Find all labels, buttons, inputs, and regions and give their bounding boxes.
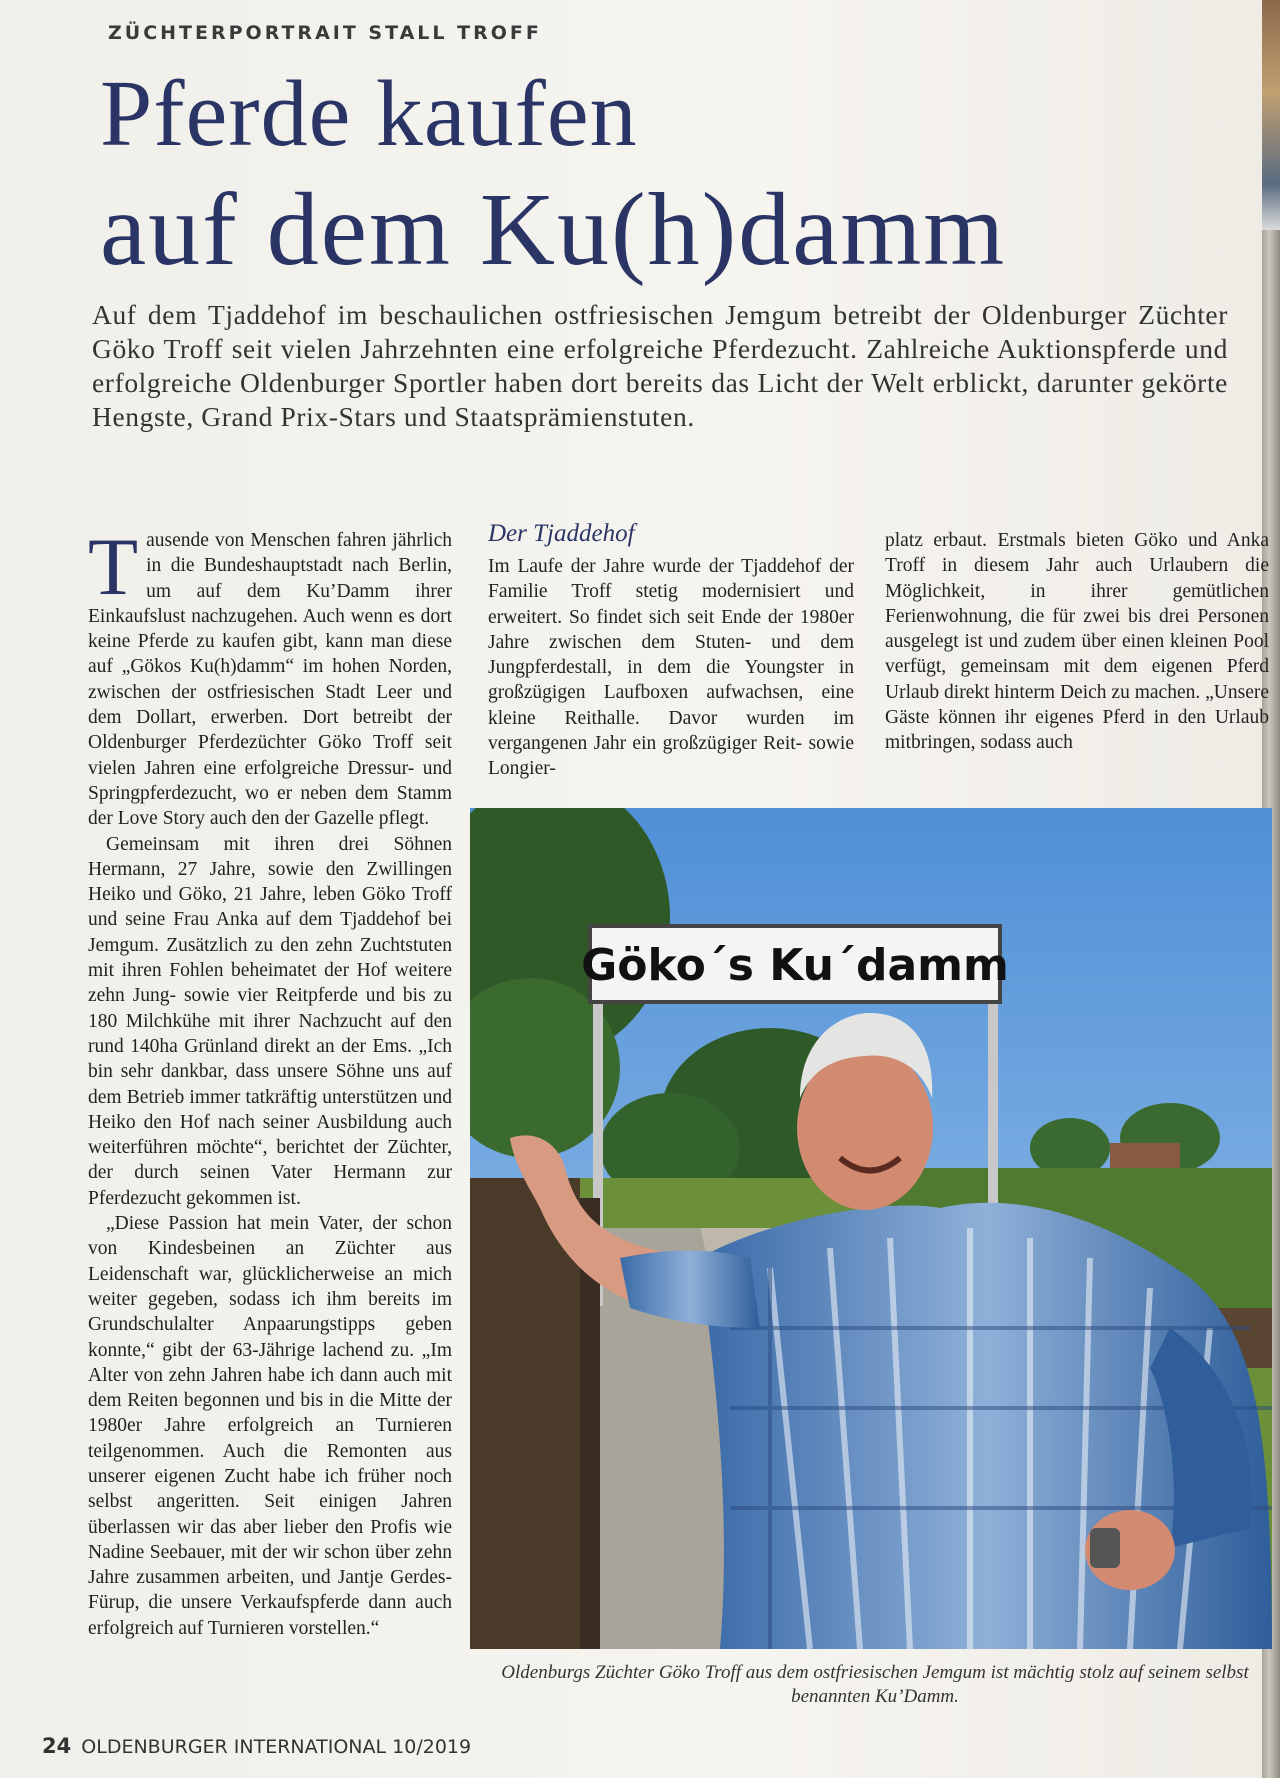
headline-line-1: Pferde kaufen xyxy=(100,62,638,166)
subheading-tjaddehof: Der Tjaddehof xyxy=(488,520,635,547)
column3-text: platz erbaut. Erstmals bieten Göko und Anka Troff in diesem Jahr auch Urlaubern die Möglichkeit, in ihrer gemütlichen Ferienwohnung, die für zwei bis drei Personen ausgelegt ist und zudem über einen kleinen Pool verfügt, gemeinsam mit dem eigenen Pferd Urlaub direkt hinterm Deich zu machen. „Unsere Gäste können ihr eigenes Pferd in den Urlaub mitbringen, sodass auch xyxy=(885,530,1269,754)
column1-paragraph-2: Gemeinsam mit ihren drei Söhnen Hermann, 27 Jahre, sowie den Zwillingen Heiko und Göko, 21 Jahre, leben Göko Troff und seine Frau Anka auf dem Tjaddehof bei Jemgum. Zusätzlich zu den zehn Zuchtstuten mit ihren Fohlen beheimatet der Hof weitere zehn Jung- sowie vier Reitpferde und bis zu 180 Milchkühe mit ihrer Nachzucht auf den rund 140ha Grünland direkt an der Ems. „Ich bin sehr dankbar, dass unsere Söhne uns auf dem Betrieb immer tatkräftig unterstützen und Heiko den Hof nach seiner Ausbildung auch weiterführen möchte“, berichtet der Züchter, der durch seinen Vater Hermann zur Pferdezucht gekommen ist. xyxy=(88,833,452,1209)
photo-caption: Oldenburgs Züchter Göko Troff aus dem ostfriesischen Jemgum ist mächtig stolz auf seinem selbst benannten Ku’Damm. xyxy=(501,1662,1249,1707)
article-column-1 xyxy=(88,521,452,1641)
photo-illustration xyxy=(470,808,1272,1649)
headline-line-2: auf dem Ku(h)damm xyxy=(100,172,1007,287)
article-photo xyxy=(470,808,1272,1649)
article-column-2 xyxy=(488,554,854,782)
next-page-image-strip xyxy=(1262,0,1280,230)
issue-date: 10/2019 xyxy=(392,1736,472,1758)
column2-text: Im Laufe der Jahre wurde der Tjaddehof der Familie Troff stetig modernisiert und erweitert. So findet sich seit Ende der 1980er Jahre zwischen dem Stuten- und dem Jungpferdestall, in dem die Youngster in großzügigen Laufboxen aufwachsen, eine kleine Reithalle. Davor wurden im vergangenen Jahr ein großzügiger Reit- sowie Longier- xyxy=(488,556,854,780)
article-column-3 xyxy=(885,528,1269,756)
column1-paragraph-1 xyxy=(88,521,452,832)
page-footer xyxy=(42,1734,471,1758)
column1-paragraph-3: „Diese Passion hat mein Vater, der schon von Kindesbeinen an Züchter aus Leidenschaft war, glücklicherweise an mich weiter gegeben, sodass ich ihm bereits im Grundschulalter Anpaarungstipps geben konnte,“ gibt der 63-Jährige lachend zu. „Im Alter von zehn Jahren habe ich dann auch mit dem Reiten begonnen und bis in die Mitte der 1980er Jahre erfolgreich an Turnieren teilgenommen. Auch die Remonten aus unserer eigenen Zucht habe ich früher noch selbst angeritten. Seit einigen Jahren überlassen wir das aber lieber den Profis wie Nadine Seebauer, mit der wir schon über zehn Jahre zusammen arbeiten, und Jantje Gerdes-Fürup, die unsere Verkaufspferde dann auch erfolgreich auf Turnieren vorstellen.“ xyxy=(88,1213,452,1639)
page-number: 24 xyxy=(42,1734,72,1758)
publication-name: OLDENBURGER INTERNATIONAL xyxy=(81,1736,387,1758)
intro-paragraph: Auf dem Tjaddehof im beschaulichen ostfriesischen Jemgum betreibt der Oldenburger Züchter Göko Troff seit vielen Jahrzehnten eine erfolgreiche Pferdezucht. Zahlreiche Auktionspferde und erfolgreiche Oldenburger Sportler haben dort bereits das Licht der Welt erblickt, darunter gekörte Hengste, Grand Prix-Stars und Staatsprämienstuten. xyxy=(92,299,1228,432)
column1-paragraph-1-text: ausende von Menschen fahren jährlich in die Bundeshauptstadt nach Berlin, um auf dem Ku’Damm ihrer Einkaufslust nachzugehen. Auch wenn es dort keine Pferde zu kaufen gibt, kann man diese auf „Gökos Ku(h)damm“ im hohen Norden, zwischen der ostfriesischen Stadt Leer und dem Dollart, erwerben. Dort betreibt der Oldenburger Pferdezüchter Göko Troff seit vielen Jahren eine erfolgreiche Dressur- und Springpferdezucht, wo er neben dem Stamm der Love Story auch den der Gazelle pflegt. xyxy=(88,530,452,830)
sign-text: Göko´s Ku´damm xyxy=(581,940,1009,991)
section-kicker: ZÜCHTERPORTRAIT STALL TROFF xyxy=(108,22,542,44)
drop-cap: T xyxy=(88,521,139,612)
